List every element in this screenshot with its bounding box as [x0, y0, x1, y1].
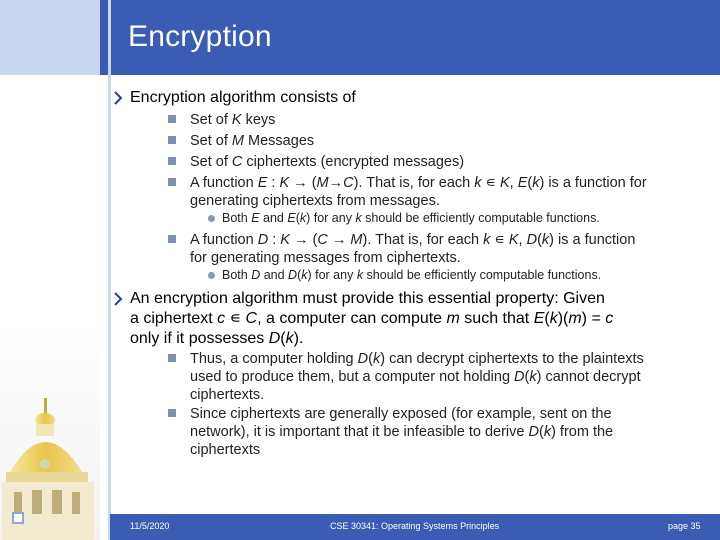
bullet-level2: [190, 231, 635, 267]
text: Both: [222, 268, 252, 282]
text: used to produce them, but a computer not holding: [190, 369, 515, 385]
text: D: [268, 330, 281, 347]
bullet-level3: [222, 268, 601, 283]
text: :: [268, 232, 281, 248]
corner-square-decoration: [12, 512, 24, 524]
square-bullet-icon: [168, 115, 176, 123]
square-bullet-icon: [168, 157, 176, 165]
text: ∊: [490, 232, 509, 248]
text: K: [279, 175, 290, 191]
text: (: [280, 330, 286, 347]
text: D: [288, 268, 298, 282]
text: k: [474, 175, 482, 191]
text: (: [527, 175, 533, 191]
text: ) can decrypt ciphertexts to the plaintexts: [380, 351, 644, 367]
text: c: [605, 310, 614, 327]
text: K: [231, 112, 242, 128]
text: :: [267, 175, 280, 191]
text: k: [356, 268, 364, 282]
square-bullet-icon: [168, 235, 176, 243]
text: k: [301, 268, 308, 282]
text: D: [526, 232, 538, 248]
text: (: [297, 268, 302, 282]
text: (: [524, 369, 530, 385]
bullet-level1: [130, 88, 356, 108]
text: Set of: [190, 112, 232, 128]
text: C: [343, 175, 354, 191]
bullet-level2: [190, 350, 644, 404]
triangle-bullet-icon: [113, 291, 123, 307]
text: Thus, a computer holding: [190, 351, 358, 367]
text: k: [549, 310, 558, 327]
text: E: [287, 211, 296, 225]
square-bullet-icon: [168, 409, 176, 417]
text: m: [568, 310, 582, 327]
text: ). That is, for each: [362, 232, 484, 248]
text: ciphertexts: [190, 442, 261, 458]
text: ) cannot decrypt: [536, 369, 641, 385]
bullet-level2: [190, 174, 647, 210]
triangle-bullet-icon: [113, 90, 123, 106]
text: , a computer can compute: [257, 310, 447, 327]
square-bullet-icon: [168, 178, 176, 186]
text: Both: [222, 211, 252, 225]
bullet-text: Encryption algorithm consists of: [130, 89, 356, 106]
bullet-level1: [130, 289, 613, 349]
bullet-level3: [222, 211, 600, 226]
text: k: [299, 211, 307, 225]
text: ∊: [225, 310, 246, 327]
text: (: [538, 424, 544, 440]
text: ) for any: [306, 211, 356, 225]
text: and: [259, 211, 288, 225]
text: M: [350, 232, 363, 248]
text: should be efficiently computable functions.: [363, 268, 602, 282]
text: C: [231, 154, 243, 170]
text: (: [537, 232, 542, 248]
text: (: [368, 351, 373, 367]
text: C: [245, 310, 258, 327]
bullet-level2: [190, 111, 275, 129]
text: D: [357, 351, 369, 367]
text: D: [528, 424, 539, 440]
text: ) from the: [551, 424, 614, 440]
text: D: [257, 232, 269, 248]
text: a ciphertext: [130, 310, 218, 327]
text: Messages: [244, 133, 315, 149]
text: Set of: [190, 133, 232, 149]
text: →: [327, 232, 351, 248]
text: ) is a function for: [539, 175, 647, 191]
text: E: [257, 175, 268, 191]
text: E: [251, 211, 260, 225]
text: E: [533, 310, 545, 327]
text: K: [508, 232, 519, 248]
text: only if it possesses: [130, 330, 269, 347]
text: generating ciphertexts from messages.: [190, 193, 440, 209]
text: E: [517, 175, 528, 191]
text: → (: [289, 175, 317, 191]
text: D: [514, 369, 525, 385]
text: c: [217, 310, 226, 327]
text: C: [317, 232, 328, 248]
text: (: [544, 310, 550, 327]
text: Set of: [190, 154, 232, 170]
circle-bullet-icon: [208, 215, 215, 222]
text: keys: [241, 112, 276, 128]
text: k: [529, 369, 537, 385]
text: K: [499, 175, 510, 191]
text: → (: [289, 232, 318, 248]
text: k: [532, 175, 540, 191]
text: k: [483, 232, 491, 248]
footer-page-number: page 35: [668, 521, 701, 531]
text: ) for any: [307, 268, 357, 282]
text: k: [372, 351, 381, 367]
text: Since ciphertexts are generally exposed (for example, sent on the: [190, 406, 612, 422]
text: such that: [459, 310, 534, 327]
text: k: [355, 211, 362, 225]
text: )(: [557, 310, 569, 327]
text: ∊: [481, 175, 500, 191]
text: ) is a function: [549, 232, 636, 248]
text: for generating messages from ciphertexts.: [190, 250, 461, 266]
text: (: [295, 211, 300, 225]
text: A function: [190, 232, 258, 248]
square-bullet-icon: [168, 354, 176, 362]
text: ,: [518, 232, 527, 248]
text: ciphertexts.: [190, 387, 265, 403]
text: ,: [509, 175, 518, 191]
footer-date: 11/5/2020: [130, 521, 170, 531]
footer-course: CSE 30341: Operating Systems Principles: [330, 521, 500, 531]
circle-bullet-icon: [208, 272, 215, 279]
bullet-level2: [190, 405, 613, 459]
title-accent-block: [0, 0, 100, 75]
slide-title: Encryption: [128, 20, 272, 53]
text: k: [541, 232, 550, 248]
text: should be efficiently computable functions.: [361, 211, 600, 225]
bullet-level2: [190, 153, 464, 171]
square-bullet-icon: [168, 136, 176, 144]
text: ).: [293, 330, 304, 347]
text: m: [446, 310, 460, 327]
text: D: [251, 268, 261, 282]
text: M: [316, 175, 329, 191]
text: An encryption algorithm must provide this essential property: Given: [130, 290, 605, 307]
text: K: [280, 232, 290, 248]
text: →: [328, 175, 344, 191]
text: ciphertexts (encrypted messages): [242, 154, 465, 170]
text: A function: [190, 175, 258, 191]
text: ). That is, for each: [353, 175, 475, 191]
text: k: [285, 330, 294, 347]
bullet-level2: [190, 132, 314, 150]
text: and: [260, 268, 289, 282]
text: ) =: [581, 310, 606, 327]
text: k: [543, 424, 552, 440]
text: M: [231, 133, 245, 149]
text: network), it is important that it be infeasible to derive: [190, 424, 529, 440]
